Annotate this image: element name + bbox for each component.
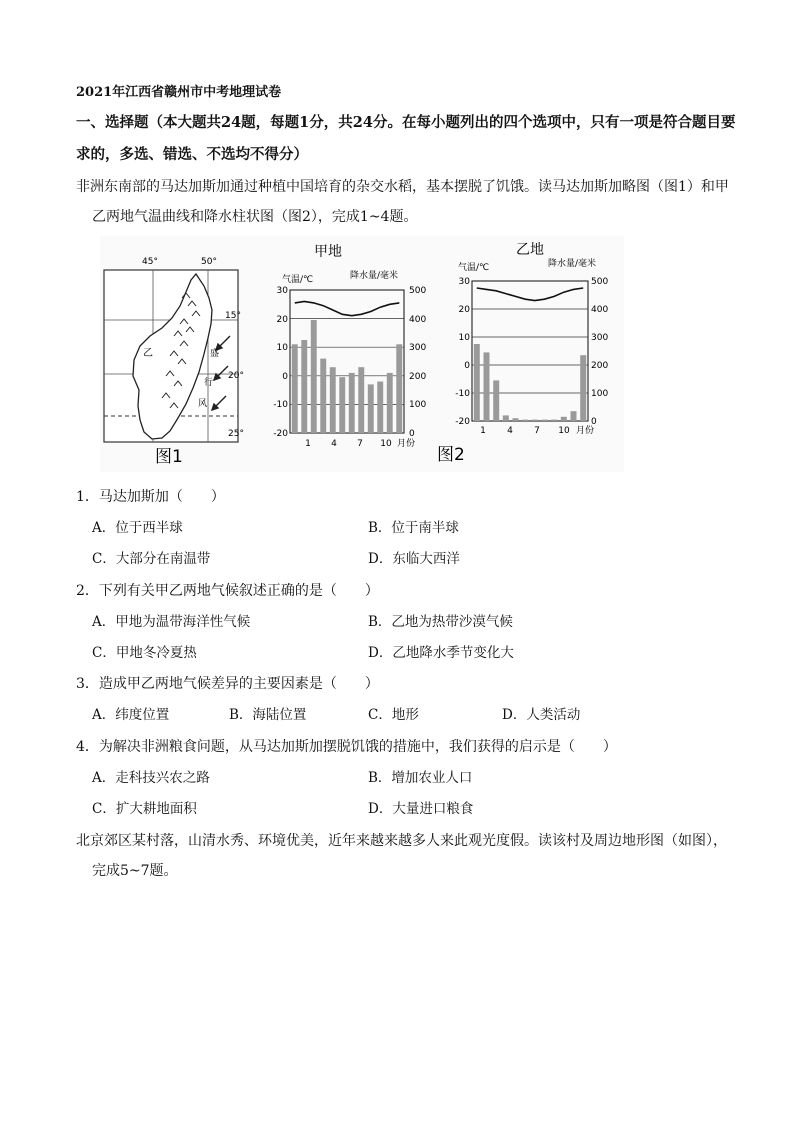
- yi-month-tick: 1: [480, 426, 486, 436]
- precip-bar: [396, 344, 402, 433]
- intro-1-line-2: 乙两地气温曲线和降水柱状图（图2），完成1~4题。: [92, 209, 418, 225]
- question-1-stem: 1．马达加斯加（ ）: [76, 489, 225, 505]
- precip-bar: [493, 380, 499, 421]
- q4-option-d[interactable]: D．大量进口粮食: [368, 801, 474, 817]
- q1-option-d[interactable]: D．东临大西洋: [368, 551, 460, 567]
- question-4-stem: 4．为解决非洲粮食问题，从马达加斯加摆脱饥饿的措施中，我们获得的启示是（ ）: [76, 739, 617, 755]
- jia-precip-tick: 200: [409, 372, 427, 382]
- madagascar-map: [104, 257, 244, 467]
- climate-chart-yi: [455, 241, 608, 436]
- q3-option-c[interactable]: C．地形: [368, 707, 419, 723]
- precip-bar: [358, 367, 364, 433]
- jia-temp-tick: 10: [276, 343, 288, 353]
- jia-precip-tick: 100: [409, 400, 427, 410]
- lat-label-15: 15°: [225, 311, 241, 321]
- precip-bar: [551, 420, 557, 421]
- jia-precip-tick: 300: [409, 343, 427, 353]
- precip-bar: [387, 373, 393, 433]
- yi-precip-tick: 200: [591, 361, 609, 371]
- yi-temp-tick: 10: [458, 333, 470, 343]
- yi-temp-tick: 30: [458, 277, 470, 287]
- jia-month-tick: 7: [357, 439, 363, 449]
- precip-bar: [377, 382, 383, 434]
- lat-label-25: 25°: [228, 429, 244, 439]
- temperature-line: [295, 301, 400, 315]
- precip-bar: [292, 344, 298, 433]
- chart-jia-precip-axis-label: 降水量/毫米: [350, 271, 399, 281]
- precip-bar: [532, 420, 538, 421]
- q4-option-b[interactable]: B．增加农业人口: [368, 770, 473, 786]
- q2-option-a[interactable]: A．甲地为温带海洋性气候: [92, 614, 251, 630]
- lon-label-50: 50°: [201, 257, 217, 267]
- chart-yi-precip-axis-label: 降水量/毫米: [548, 259, 597, 269]
- chart-jia-title: 甲地: [314, 244, 342, 260]
- jia-temp-tick: 0: [282, 372, 288, 382]
- q4-option-a[interactable]: A．走科技兴农之路: [92, 770, 210, 786]
- place-label-yi: 乙: [143, 348, 153, 359]
- precip-bar: [339, 377, 345, 433]
- figure-svg: [100, 236, 624, 472]
- jia-month-tick: 1: [305, 439, 311, 449]
- precip-bar: [349, 373, 355, 433]
- q1-option-a[interactable]: A．位于西半球: [92, 520, 183, 536]
- yi-temp-tick: 0: [464, 361, 470, 371]
- wind-label-2: 行: [204, 378, 214, 388]
- question-2-stem: 2．下列有关甲乙两地气候叙述正确的是（ ）: [76, 583, 379, 599]
- yi-temp-tick: -20: [455, 417, 470, 427]
- q1-option-c[interactable]: C．大部分在南温带: [92, 551, 211, 567]
- temperature-line: [477, 288, 583, 301]
- yi-precip-tick: 300: [591, 333, 609, 343]
- precip-bar: [522, 420, 528, 421]
- yi-month-tick: 10: [558, 426, 570, 436]
- precip-bar: [320, 359, 326, 433]
- intro-2-line-2: 完成5~7题。: [92, 863, 178, 879]
- precip-bar: [330, 367, 336, 433]
- jia-month-tick: 10: [380, 439, 392, 449]
- chart-yi-temp-axis-label: 气温/℃: [458, 263, 490, 273]
- precip-bar: [571, 411, 577, 421]
- section-title-line-2: 求的，多选、错选、不选均不得分）: [76, 146, 308, 163]
- jia-precip-tick: 0: [409, 429, 415, 439]
- jia-precip-tick: 400: [409, 315, 427, 325]
- precip-bar: [542, 420, 548, 421]
- yi-precip-tick: 0: [591, 417, 597, 427]
- jia-temp-tick: 20: [276, 315, 288, 325]
- precip-bar: [368, 384, 374, 433]
- jia-temp-tick: -20: [273, 429, 288, 439]
- figure-1-caption: 图1: [155, 447, 183, 467]
- section-title-line-1: 一、选择题（本大题共24题，每题1分，共24分。在每小题列出的四个选项中，只有一项是符合题目要: [76, 114, 736, 131]
- intro-1-line-1: 非洲东南部的马达加斯加通过种植中国培育的杂交水稻，基本摆脱了饥饿。读马达加斯加略图（图1）和甲: [76, 179, 729, 195]
- q3-option-d[interactable]: D．人类活动: [502, 707, 581, 723]
- jia-month-tick: 4: [331, 439, 337, 449]
- precip-bar: [301, 340, 307, 433]
- q2-option-b[interactable]: B．乙地为热带沙漠气候: [368, 614, 513, 630]
- q2-option-c[interactable]: C．甲地冬冷夏热: [92, 645, 197, 661]
- q3-option-a[interactable]: A．纬度位置: [92, 707, 170, 723]
- yi-temp-tick: -10: [455, 389, 470, 399]
- wind-label-1: 盛: [210, 349, 220, 359]
- exam-title: 2021年江西省赣州市中考地理试卷: [76, 85, 282, 100]
- yi-precip-tick: 400: [591, 305, 609, 315]
- q1-option-b[interactable]: B．位于南半球: [368, 520, 459, 536]
- chart-jia-temp-axis-label: 气温/℃: [282, 275, 314, 285]
- lon-label-45: 45°: [142, 257, 158, 267]
- jia-temp-tick: 30: [276, 286, 288, 296]
- jia-month-unit: 月份: [397, 439, 416, 449]
- figure-block: [100, 236, 624, 472]
- precip-bar: [513, 418, 519, 421]
- figure-2-caption: 图2: [437, 445, 465, 465]
- yi-precip-tick: 500: [591, 277, 609, 287]
- jia-temp-tick: -10: [273, 400, 288, 410]
- precip-bar: [561, 417, 567, 421]
- yi-month-unit: 月份: [576, 426, 595, 436]
- climate-chart-jia: [273, 243, 426, 449]
- precip-bar: [484, 352, 490, 421]
- chart-yi-title: 乙地: [516, 242, 544, 258]
- precip-bar: [503, 415, 509, 421]
- precip-bar: [580, 355, 586, 421]
- jia-precip-tick: 500: [409, 286, 427, 296]
- precip-bar: [474, 344, 480, 421]
- lat-label-20: 20°: [228, 371, 244, 381]
- q3-option-b[interactable]: B．海陆位置: [229, 707, 307, 723]
- yi-precip-tick: 100: [591, 389, 609, 399]
- yi-month-tick: 4: [507, 426, 513, 436]
- q4-option-c[interactable]: C．扩大耕地面积: [92, 801, 197, 817]
- wind-label-3: 风: [198, 399, 208, 409]
- precip-bar: [311, 320, 317, 433]
- intro-2-line-1: 北京郊区某村落，山清水秀、环境优美，近年来越来越多人来此观光度假。读该村及周边地形图（如图），: [76, 833, 727, 849]
- q2-option-d[interactable]: D．乙地降水季节变化大: [368, 645, 514, 661]
- question-3-stem: 3．造成甲乙两地气候差异的主要因素是（ ）: [76, 676, 379, 692]
- yi-month-tick: 7: [534, 426, 540, 436]
- yi-temp-tick: 20: [458, 305, 470, 315]
